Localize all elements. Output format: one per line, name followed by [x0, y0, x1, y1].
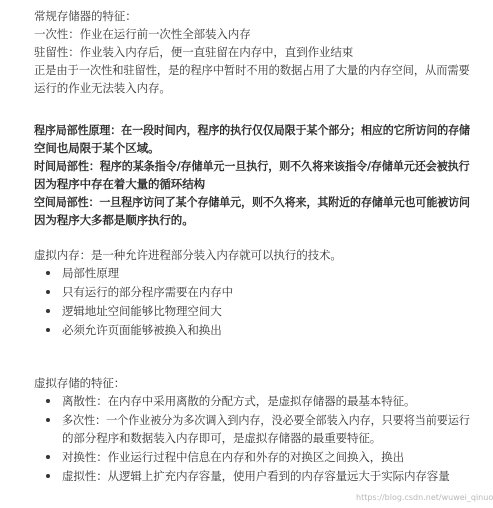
bullet-icon: [46, 309, 50, 313]
vm-list-item: 必须允许页面能够被换入和换出: [62, 323, 222, 337]
feature-swap: 对换性：作业运行过程中信息在内存和外存的对换区之间换入，换出: [62, 450, 404, 464]
vm-list-item: 只有运行的部分程序需要在内存中: [62, 285, 233, 299]
bullet-icon: [46, 328, 50, 332]
feature-multiple-line-2: 的部分程序和数据装入内存即可，是虚拟存储器的最重要特征。: [62, 431, 382, 445]
traits-title: 常规存储器的特征：: [34, 9, 137, 23]
locality-principle-line-1: 程序局部性原理：在一段时间内，程序的执行仅仅局限于某个部分；相应的它所访问的存储: [34, 123, 470, 137]
trait-one-time: 一次性：作业在运行前一次性全部装入内存: [34, 27, 251, 41]
bullet-icon: [46, 290, 50, 294]
feature-discrete: 离散性：在内存中采用离散的分配方式，是虚拟存储器的最基本特征。: [62, 394, 416, 408]
vm-features-title: 虚拟存储的特征：: [34, 376, 126, 390]
bullet-icon: [46, 474, 50, 478]
vm-intro: 虚拟内存：是一种允许进程部分装入内存就可以执行的技术。: [34, 248, 342, 262]
temporal-locality-line-1: 时间局部性：程序的某条指令/存储单元一旦执行，则不久将来该指令/存储单元还会被执行: [34, 159, 470, 173]
vm-list-item: 局部性原理: [62, 266, 119, 280]
spatial-locality-line-1: 空间局部性：一旦程序访问了某个存储单元，则不久将来，其附近的存储单元也可能被访问: [34, 195, 470, 209]
locality-principle-line-2: 空间也局限于某个区域。: [34, 141, 160, 155]
feature-virtual: 虚拟性：从逻辑上扩充内存容量，使用户看到的内存容量远大于实际内存容量: [62, 469, 450, 483]
temporal-locality-line-2: 因为程序中存在着大量的循环结构: [34, 177, 205, 191]
bullet-icon: [46, 271, 50, 275]
traits-note-line-1: 正是由于一次性和驻留性，是的程序中暂时不用的数据占用了大量的内存空间，从而需要: [34, 63, 470, 77]
feature-multiple-line-1: 多次性：一个作业被分为多次调入到内存，没必要全部装入内存，只要将当前要运行: [62, 413, 470, 427]
vm-list-item: 逻辑地址空间能够比物理空间大: [62, 304, 222, 318]
trait-resident: 驻留性：作业装入内存后，便一直驻留在内存中，直到作业结束: [34, 45, 354, 59]
bullet-icon: [46, 399, 50, 403]
traits-note-line-2: 运行的作业无法装入内存。: [34, 81, 171, 95]
spatial-locality-line-2: 因为程序大多都是顺序执行的。: [34, 213, 194, 227]
bullet-icon: [46, 455, 50, 459]
watermark: https://blog.csdn.net/wuwei_qinuo: [356, 493, 493, 502]
bullet-icon: [46, 418, 50, 422]
